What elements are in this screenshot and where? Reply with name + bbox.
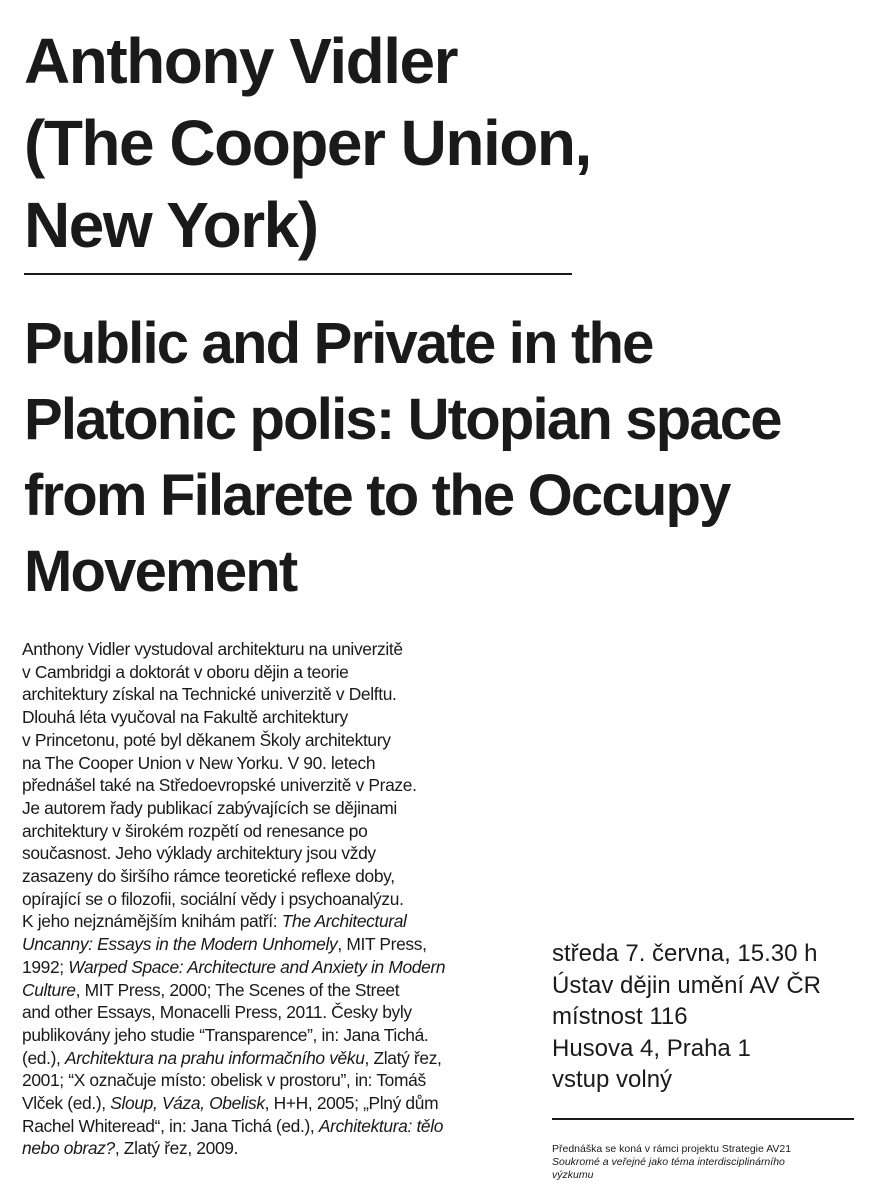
bio-line: 2001; “X označuje místo: obelisk v prostoru”, in: Tomáš: [22, 1070, 426, 1091]
bio-line: v Princetonu, poté byl děkanem Školy architektury: [22, 729, 391, 750]
top-divider: [24, 273, 572, 275]
bio-line: and other Essays, Monacelli Press, 2011. Česky byly: [22, 1002, 412, 1023]
bio-line: [22, 1047, 510, 1070]
bio-line: [22, 1115, 510, 1138]
event-admission: vstup volný: [552, 1066, 673, 1093]
talk-title-line-1: Public and Private in the: [24, 311, 653, 376]
bio-line: publikovány jeho studie “Transparence”, in: Jana Tichá.: [22, 1024, 429, 1045]
book-title: The Architectural: [281, 911, 407, 932]
bio-text: , Zlatý řez, 2009.: [114, 1138, 239, 1159]
bio-text: 1992;: [22, 956, 69, 977]
bio-text: , Zlatý řez,: [364, 1047, 442, 1068]
book-title: Uncanny: Essays in the Modern Unhomely: [22, 934, 338, 955]
bio-line: opírající se o filozofii, sociální vědy i psychoanalýzu.: [22, 888, 404, 909]
bio-line: Je autorem řady publikací zabývajících se dějinami: [22, 797, 397, 818]
talk-title-line-3: from Filarete to the Occupy: [24, 463, 730, 528]
bio-paragraph: [22, 638, 510, 1160]
footer-program-cont: výzkumu: [552, 1169, 594, 1181]
bio-line: architektury získal na Technické univerzitě v Delftu.: [22, 684, 397, 705]
book-title: Sloup, Váza, Obelisk: [110, 1093, 265, 1114]
bio-line: [22, 1092, 510, 1115]
bio-line: [22, 979, 510, 1002]
bio-line: [22, 933, 510, 956]
event-venue: Ústav dějin umění AV ČR: [552, 971, 822, 999]
speaker-name: Anthony Vidler: [24, 25, 457, 97]
bio-text: , MIT Press, 2000; The Scenes of the Street: [75, 979, 400, 1000]
event-address: Husova 4, Praha 1: [552, 1034, 751, 1062]
talk-title: [24, 306, 864, 610]
footer-note: [552, 1143, 862, 1182]
bottom-divider: [552, 1118, 854, 1120]
book-title: Culture: [22, 979, 76, 1000]
bio-line: přednášel také na Středoevropské univerzitě v Praze.: [22, 775, 417, 796]
footer-program: Soukromé a veřejné jako téma interdisciplinárního: [552, 1156, 785, 1168]
book-title: Warped Space: Architecture and Anxiety in Modern: [68, 956, 446, 977]
bio-line: zasazeny do širšího rámce teoretické reflexe doby,: [22, 866, 395, 887]
speaker-affiliation-line-1: (The Cooper Union,: [24, 107, 591, 179]
book-title: Architektura na prahu informačního věku: [64, 1047, 365, 1068]
bio-line: [22, 910, 510, 933]
bio-line: současnost. Jeho výklady architektury jsou vždy: [22, 843, 376, 864]
speaker-heading: [24, 20, 844, 266]
speaker-affiliation-line-2: New York): [24, 189, 318, 261]
event-room: místnost 116: [552, 1003, 688, 1030]
bio-line: Anthony Vidler vystudoval architekturu na univerzitě: [22, 639, 403, 659]
talk-title-line-4: Movement: [24, 539, 297, 604]
footer-project: Přednáška se koná v rámci projektu Strategie AV21: [552, 1143, 792, 1155]
bio-line: v Cambridgi a doktorát v oboru dějin a teorie: [22, 661, 349, 682]
bio-line: Dlouhá léta vyučoval na Fakultě architektury: [22, 707, 348, 728]
bio-text: , MIT Press,: [337, 934, 427, 955]
bio-line: na The Cooper Union v New Yorku. V 90. letech: [22, 752, 376, 773]
event-date: středa 7. června, 15.30 h: [552, 940, 818, 967]
bio-line: architektury v širokém rozpětí od renesance po: [22, 820, 368, 841]
event-details: [552, 938, 862, 1096]
book-title: Architektura: tělo: [318, 1115, 444, 1136]
bio-text: Rachel Whiteread“, in: Jana Tichá (ed.),: [22, 1115, 319, 1136]
bio-text: Vlček (ed.),: [22, 1093, 111, 1114]
book-title: nebo obraz?: [22, 1138, 115, 1159]
bio-line: [22, 956, 510, 979]
bio-text: , H+H, 2005; „Plný dům: [264, 1093, 439, 1114]
talk-title-line-2: Platonic polis: Utopian space: [24, 387, 781, 452]
bio-text: (ed.),: [22, 1047, 65, 1068]
bio-line: [22, 1137, 510, 1160]
bio-text: K jeho nejznámějším knihám patří:: [22, 911, 282, 932]
